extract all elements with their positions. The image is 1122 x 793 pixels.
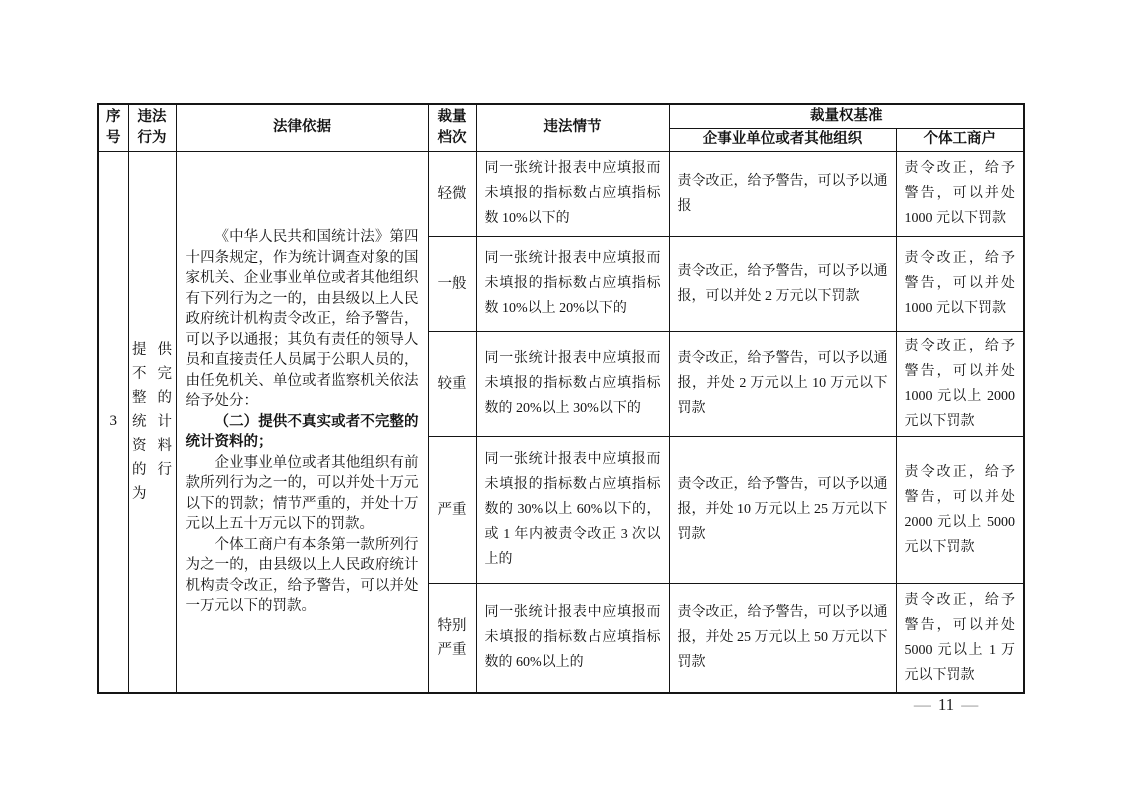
level-label: 特别严重 [437,617,467,658]
individual-penalty-cell: 责令改正，给予警告，可以并处 2000 元以上 5000 元以下罚款 [896,436,1024,583]
benchmark-header-cell: 裁量权基准 [669,104,1024,128]
circumstance-cell: 同一张统计报表中应填报而未填报的指标数占应填指标数的 20%以上 30%以下的 [476,331,669,436]
level-cell [428,583,476,693]
page-number-value: 11 [937,695,955,714]
level-cell [428,236,476,331]
legal-basis-paragraph-bold: （二）提供不真实或者不完整的统计资料的； [185,413,419,450]
circumstance-header-cell: 违法情节 [476,104,669,151]
level-label: 严重 [437,501,467,518]
individual-penalty-cell: 责令改正，给予警告，可以并处 1000 元以下罚款 [896,151,1024,236]
page-number [878,695,1014,715]
page-number-dash-left: — [913,695,931,714]
level-header-label: 裁量档次 [437,108,467,146]
legal-basis-paragraph: 《中华人民共和国统计法》第四十四条规定，作为统计调查对象的国家机关、企业事业单位或者其他组织有下列行为之一的，由县级以上人民政府统计机构责令改正，给予警告，可以予以通报；其负有责任的领导人员和直接责任人员属于公职人员的，由任免机关、单位或者监察机关依法给予处分： [185,229,419,409]
legal-basis-paragraph: 企业事业单位或者其他组织有前款所列行为之一的，可以并处十万元以下的罚款；情节严重的，并处十万元以上五十万元以下的罚款。 [185,454,419,532]
circumstance-cell: 同一张统计报表中应填报而未填报的指标数占应填指标数 10%以上 20%以下的 [476,236,669,331]
level-label: 一般 [437,275,467,292]
serial-number-cell: 3 [98,151,128,693]
org-penalty-cell: 责令改正，给予警告，可以予以通报，并处 10 万元以上 25 万元以下罚款 [669,436,896,583]
header-row-1 [98,104,1024,128]
level-label: 轻微 [437,185,467,202]
serial-header-cell [98,104,128,151]
org-penalty-cell: 责令改正，给予警告，可以予以通报，并处 25 万元以上 50 万元以下罚款 [669,583,896,693]
org-header-cell: 企事业单位或者其他组织 [669,128,896,151]
circumstance-cell: 同一张统计报表中应填报而未填报的指标数占应填指标数的 60%以上的 [476,583,669,693]
individual-penalty-cell: 责令改正，给予警告，可以并处 1000 元以上 2000 元以下罚款 [896,331,1024,436]
org-penalty-cell: 责令改正，给予警告，可以予以通报，并处 2 万元以上 10 万元以下罚款 [669,331,896,436]
legal-basis-paragraph: 个体工商户有本条第一款所列行为之一的，由县级以上人民政府统计机构责令改正，给予警告，可以并处一万元以下的罚款。 [185,536,419,614]
circumstance-cell: 同一张统计报表中应填报而未填报的指标数占应填指标数 10%以下的 [476,151,669,236]
page-number-dash-right: — [961,695,979,714]
level-cell [428,436,476,583]
violation-header-label: 违法行为 [137,108,167,146]
violation-behavior-text: 提供不完整的统计资料的行为 [132,341,172,502]
level-cell [428,331,476,436]
org-penalty-cell: 责令改正，给予警告，可以予以通报 [669,151,896,236]
discretion-benchmark-table [97,103,1025,694]
individual-penalty-cell: 责令改正，给予警告，可以并处 1000 元以下罚款 [896,236,1024,331]
level-header-cell [428,104,476,151]
level-label: 较重 [437,375,467,392]
table-row [98,151,1024,236]
org-penalty-cell: 责令改正，给予警告，可以予以通报，可以并处 2 万元以下罚款 [669,236,896,331]
serial-header-label: 序号 [106,108,121,146]
violation-header-cell [128,104,176,151]
individual-header-cell: 个体工商户 [896,128,1024,151]
level-cell [428,151,476,236]
legal-basis-header-cell: 法律依据 [176,104,428,151]
individual-penalty-cell: 责令改正，给予警告，可以并处 5000 元以上 1 万元以下罚款 [896,583,1024,693]
violation-behavior-cell [128,151,176,693]
circumstance-cell: 同一张统计报表中应填报而未填报的指标数占应填指标数的 30%以上 60%以下的，或 1 年内被责令改正 3 次以上的 [476,436,669,583]
legal-basis-cell [176,151,428,693]
